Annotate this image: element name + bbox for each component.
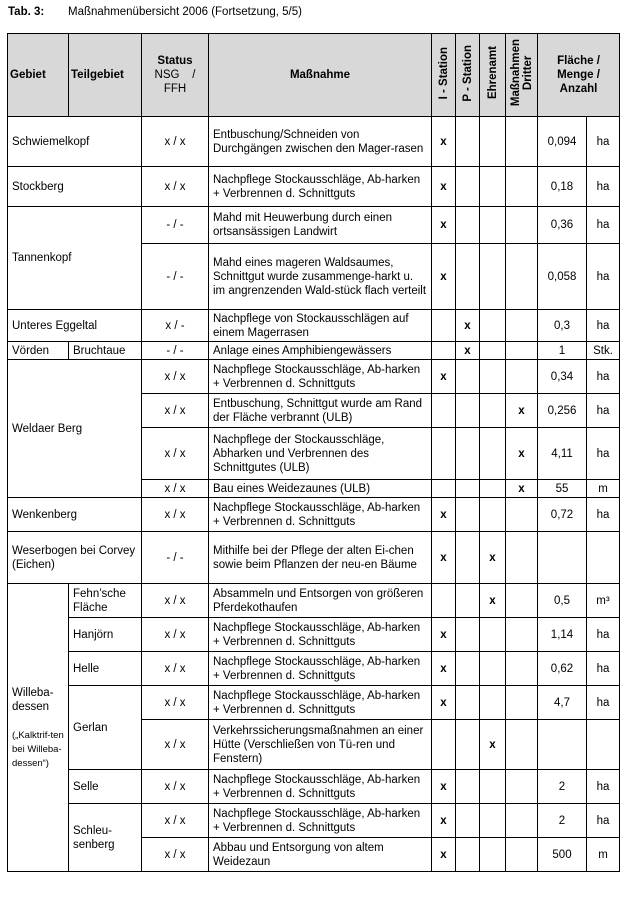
p-station-cell	[456, 244, 480, 310]
status-cell: x / x	[142, 838, 209, 872]
p-station-cell	[456, 117, 480, 167]
status-cell: x / x	[142, 686, 209, 720]
area-cell: Stockberg	[8, 167, 142, 207]
ehrenamt-cell	[480, 498, 506, 532]
status-cell: x / x	[142, 394, 209, 428]
dritter-cell	[506, 838, 538, 872]
measure-cell: Nachpflege Stockausschläge, Ab-harken + Verbrennen d. Schnittguts	[209, 618, 432, 652]
table-row	[8, 498, 620, 532]
p-station-cell: x	[456, 310, 480, 342]
p-station-cell	[456, 838, 480, 872]
i-station-cell: x	[432, 532, 456, 584]
measure-cell: Nachpflege von Stockausschlägen auf einem Magerrasen	[209, 310, 432, 342]
unit-cell: ha	[587, 686, 620, 720]
dritter-cell	[506, 686, 538, 720]
header-massnahmen-dritter	[506, 34, 538, 117]
unit-cell: ha	[587, 360, 620, 394]
unit-cell: ha	[587, 498, 620, 532]
area-cell	[8, 584, 69, 872]
caption-title: Maßnahmenübersicht 2006 (Fortsetzung, 5/5)	[68, 6, 302, 18]
ehrenamt-cell	[480, 342, 506, 360]
value-cell	[538, 532, 587, 584]
dritter-cell	[506, 584, 538, 618]
table-row	[8, 532, 620, 584]
ehrenamt-cell	[480, 360, 506, 394]
header-status-title: Status	[157, 55, 193, 67]
table-row	[8, 360, 620, 394]
unit-cell: ha	[587, 244, 620, 310]
measure-cell: Abbau und Entsorgung von altem Weidezaun	[209, 838, 432, 872]
i-station-cell	[432, 394, 456, 428]
unit-cell: Stk.	[587, 342, 620, 360]
unit-cell	[587, 720, 620, 770]
status-cell: x / x	[142, 480, 209, 498]
i-station-cell: x	[432, 838, 456, 872]
ehrenamt-cell: x	[480, 720, 506, 770]
p-station-cell	[456, 167, 480, 207]
i-station-cell	[432, 480, 456, 498]
i-station-cell: x	[432, 360, 456, 394]
header-massnahme: Maßnahme	[209, 34, 432, 117]
p-station-cell	[456, 618, 480, 652]
i-station-cell: x	[432, 117, 456, 167]
measure-cell: Mithilfe bei der Pflege der alten Ei-chen sowie beim Pflanzen der neu-en Bäume	[209, 532, 432, 584]
i-station-cell	[432, 720, 456, 770]
header-flaeche-line1: Fläche /	[557, 55, 600, 67]
unit-cell: ha	[587, 618, 620, 652]
ehrenamt-cell	[480, 428, 506, 480]
i-station-cell: x	[432, 498, 456, 532]
subarea-cell: Bruchtaue	[69, 342, 142, 360]
measure-cell: Nachpflege Stockausschläge, Ab-harken + Verbrennen d. Schnittguts	[209, 167, 432, 207]
ehrenamt-cell	[480, 480, 506, 498]
value-cell: 4,7	[538, 686, 587, 720]
unit-cell: ha	[587, 804, 620, 838]
header-flaeche	[538, 34, 620, 117]
measure-cell: Nachpflege der Stockausschläge, Abharken und Verbrennen des Schnittgutes (ULB)	[209, 428, 432, 480]
p-station-cell	[456, 498, 480, 532]
header-status	[142, 34, 209, 117]
dritter-cell: x	[506, 428, 538, 480]
header-flaeche-line3: Anzahl	[559, 83, 598, 95]
ehrenamt-cell	[480, 244, 506, 310]
ehrenamt-cell	[480, 804, 506, 838]
value-cell: 0,058	[538, 244, 587, 310]
ehrenamt-cell: x	[480, 532, 506, 584]
dritter-cell	[506, 244, 538, 310]
header-gebiet: Gebiet	[8, 34, 69, 117]
measure-cell: Nachpflege Stockausschläge, Ab-harken + Verbrennen d. Schnittguts	[209, 360, 432, 394]
p-station-cell	[456, 428, 480, 480]
p-station-cell	[456, 394, 480, 428]
dritter-cell	[506, 498, 538, 532]
subarea-cell: Gerlan	[69, 686, 142, 770]
table-row	[8, 652, 620, 686]
dritter-cell	[506, 720, 538, 770]
measure-cell: Nachpflege Stockausschläge, Ab-harken + Verbrennen d. Schnittguts	[209, 770, 432, 804]
unit-cell: ha	[587, 770, 620, 804]
dritter-cell	[506, 167, 538, 207]
subarea-cell: Schleu-senberg	[69, 804, 142, 872]
table-row	[8, 770, 620, 804]
value-cell: 4,11	[538, 428, 587, 480]
value-cell: 0,34	[538, 360, 587, 394]
header-p-station	[456, 34, 480, 117]
dritter-cell	[506, 770, 538, 804]
status-cell: x / x	[142, 360, 209, 394]
p-station-cell: x	[456, 342, 480, 360]
value-cell: 55	[538, 480, 587, 498]
area-cell: Vörden	[8, 342, 69, 360]
status-cell: x / x	[142, 652, 209, 686]
unit-cell: ha	[587, 207, 620, 244]
i-station-cell: x	[432, 167, 456, 207]
area-note: („Kalktrif-ten bei Willeba-dessen“)	[12, 729, 64, 769]
ehrenamt-cell	[480, 652, 506, 686]
value-cell: 0,3	[538, 310, 587, 342]
area-cell: Schwiemelkopf	[8, 117, 142, 167]
dritter-cell	[506, 310, 538, 342]
unit-cell: m	[587, 480, 620, 498]
area-cell: Wenkenberg	[8, 498, 142, 532]
i-station-cell	[432, 342, 456, 360]
value-cell: 0,094	[538, 117, 587, 167]
ehrenamt-cell	[480, 770, 506, 804]
area-cell: Unteres Eggeltal	[8, 310, 142, 342]
unit-cell: ha	[587, 167, 620, 207]
i-station-cell: x	[432, 207, 456, 244]
header-i-station-label: I - Station	[437, 46, 450, 100]
header-dritter-line1: Maßnahmen	[509, 39, 522, 107]
ehrenamt-cell	[480, 310, 506, 342]
ehrenamt-cell: x	[480, 584, 506, 618]
ehrenamt-cell	[480, 167, 506, 207]
i-station-cell: x	[432, 770, 456, 804]
i-station-cell: x	[432, 618, 456, 652]
status-cell: x / x	[142, 804, 209, 838]
value-cell: 2	[538, 770, 587, 804]
ehrenamt-cell	[480, 207, 506, 244]
table-row	[8, 342, 620, 360]
value-cell: 500	[538, 838, 587, 872]
value-cell: 0,62	[538, 652, 587, 686]
subarea-cell: Selle	[69, 770, 142, 804]
p-station-cell	[456, 584, 480, 618]
measure-cell: Nachpflege Stockausschläge, Ab-harken + Verbrennen d. Schnittguts	[209, 686, 432, 720]
value-cell: 0,5	[538, 584, 587, 618]
status-cell: x / x	[142, 428, 209, 480]
i-station-cell: x	[432, 686, 456, 720]
header-i-station	[432, 34, 456, 117]
ehrenamt-cell	[480, 838, 506, 872]
dritter-cell	[506, 342, 538, 360]
p-station-cell	[456, 720, 480, 770]
p-station-cell	[456, 360, 480, 394]
table-row	[8, 117, 620, 167]
header-ehrenamt-label: Ehrenamt	[486, 46, 499, 100]
table-row	[8, 686, 620, 720]
dritter-cell	[506, 360, 538, 394]
ehrenamt-cell	[480, 618, 506, 652]
unit-cell	[587, 532, 620, 584]
unit-cell: ha	[587, 394, 620, 428]
dritter-cell: x	[506, 480, 538, 498]
subarea-cell: Helle	[69, 652, 142, 686]
value-cell: 2	[538, 804, 587, 838]
p-station-cell	[456, 686, 480, 720]
caption-label: Tab. 3:	[8, 6, 45, 18]
value-cell	[538, 720, 587, 770]
unit-cell: m	[587, 838, 620, 872]
area-cell: Weldaer Berg	[8, 360, 142, 498]
unit-cell: ha	[587, 652, 620, 686]
measure-cell: Nachpflege Stockausschläge, Ab-harken + Verbrennen d. Schnittguts	[209, 652, 432, 686]
table-row	[8, 207, 620, 244]
measure-cell: Entbuschung, Schnittgut wurde am Rand der Fläche verbrannt (ULB)	[209, 394, 432, 428]
table-row	[8, 310, 620, 342]
value-cell: 0,256	[538, 394, 587, 428]
i-station-cell	[432, 428, 456, 480]
dritter-cell	[506, 117, 538, 167]
table-row	[8, 167, 620, 207]
i-station-cell	[432, 310, 456, 342]
status-cell: - / -	[142, 532, 209, 584]
value-cell: 0,36	[538, 207, 587, 244]
measure-cell: Nachpflege Stockausschläge, Ab-harken + Verbrennen d. Schnittguts	[209, 804, 432, 838]
status-cell: x / -	[142, 310, 209, 342]
header-ehrenamt	[480, 34, 506, 117]
p-station-cell	[456, 207, 480, 244]
unit-cell: ha	[587, 428, 620, 480]
subarea-cell: Hanjörn	[69, 618, 142, 652]
header-status-sub1: NSG /	[154, 69, 196, 81]
dritter-cell	[506, 804, 538, 838]
header-flaeche-line2: Menge /	[557, 69, 600, 81]
measure-cell: Bau eines Weidezaunes (ULB)	[209, 480, 432, 498]
status-cell: x / x	[142, 498, 209, 532]
p-station-cell	[456, 770, 480, 804]
i-station-cell: x	[432, 804, 456, 838]
header-status-sub2: FFH	[163, 83, 187, 95]
i-station-cell	[432, 584, 456, 618]
value-cell: 1,14	[538, 618, 587, 652]
p-station-cell	[456, 480, 480, 498]
status-cell: x / x	[142, 167, 209, 207]
header-dritter-line2: Dritter	[521, 55, 534, 91]
table-row	[8, 804, 620, 838]
header-massnahmen-dritter-label	[510, 39, 534, 106]
status-cell: - / -	[142, 244, 209, 310]
value-cell: 0,18	[538, 167, 587, 207]
header-p-station-label: P - Station	[461, 44, 474, 102]
dritter-cell	[506, 618, 538, 652]
measures-table	[7, 33, 620, 872]
table-caption	[8, 6, 302, 18]
dritter-cell	[506, 532, 538, 584]
status-cell: x / x	[142, 618, 209, 652]
table-row	[8, 584, 620, 618]
unit-cell: ha	[587, 310, 620, 342]
dritter-cell	[506, 652, 538, 686]
measure-cell: Nachpflege Stockausschläge, Ab-harken + Verbrennen d. Schnittguts	[209, 498, 432, 532]
i-station-cell: x	[432, 652, 456, 686]
status-cell: - / -	[142, 342, 209, 360]
ehrenamt-cell	[480, 394, 506, 428]
measure-cell: Entbuschung/Schneiden von Durchgängen zwischen den Mager-rasen	[209, 117, 432, 167]
p-station-cell	[456, 804, 480, 838]
dritter-cell	[506, 207, 538, 244]
value-cell: 1	[538, 342, 587, 360]
status-cell: x / x	[142, 720, 209, 770]
area-cell: Weserbogen bei Corvey (Eichen)	[8, 532, 142, 584]
header-teilgebiet: Teilgebiet	[69, 34, 142, 117]
status-cell: x / x	[142, 584, 209, 618]
value-cell: 0,72	[538, 498, 587, 532]
ehrenamt-cell	[480, 117, 506, 167]
unit-cell: m³	[587, 584, 620, 618]
measure-cell: Verkehrssicherungsmaßnahmen an einer Hütte (Verschließen von Tü-ren und Fenstern)	[209, 720, 432, 770]
measure-cell: Mahd mit Heuwerbung durch einen ortsansässigen Landwirt	[209, 207, 432, 244]
ehrenamt-cell	[480, 686, 506, 720]
measure-cell: Anlage eines Amphibiengewässers	[209, 342, 432, 360]
table-row	[8, 618, 620, 652]
p-station-cell	[456, 652, 480, 686]
unit-cell: ha	[587, 117, 620, 167]
status-cell: x / x	[142, 117, 209, 167]
status-cell: - / -	[142, 207, 209, 244]
subarea-cell: Fehn’sche Fläche	[69, 584, 142, 618]
dritter-cell: x	[506, 394, 538, 428]
i-station-cell: x	[432, 244, 456, 310]
header-row	[8, 34, 620, 117]
area-name: Willeba-dessen	[12, 686, 54, 713]
measure-cell: Mahd eines mageren Waldsaumes, Schnittgut wurde zusammenge-harkt u. im angrenzenden Wald-stück flach verteilt	[209, 244, 432, 310]
area-cell: Tannenkopf	[8, 207, 142, 310]
status-cell: x / x	[142, 770, 209, 804]
p-station-cell	[456, 532, 480, 584]
measure-cell: Absammeln und Entsorgen von größeren Pferdekothaufen	[209, 584, 432, 618]
